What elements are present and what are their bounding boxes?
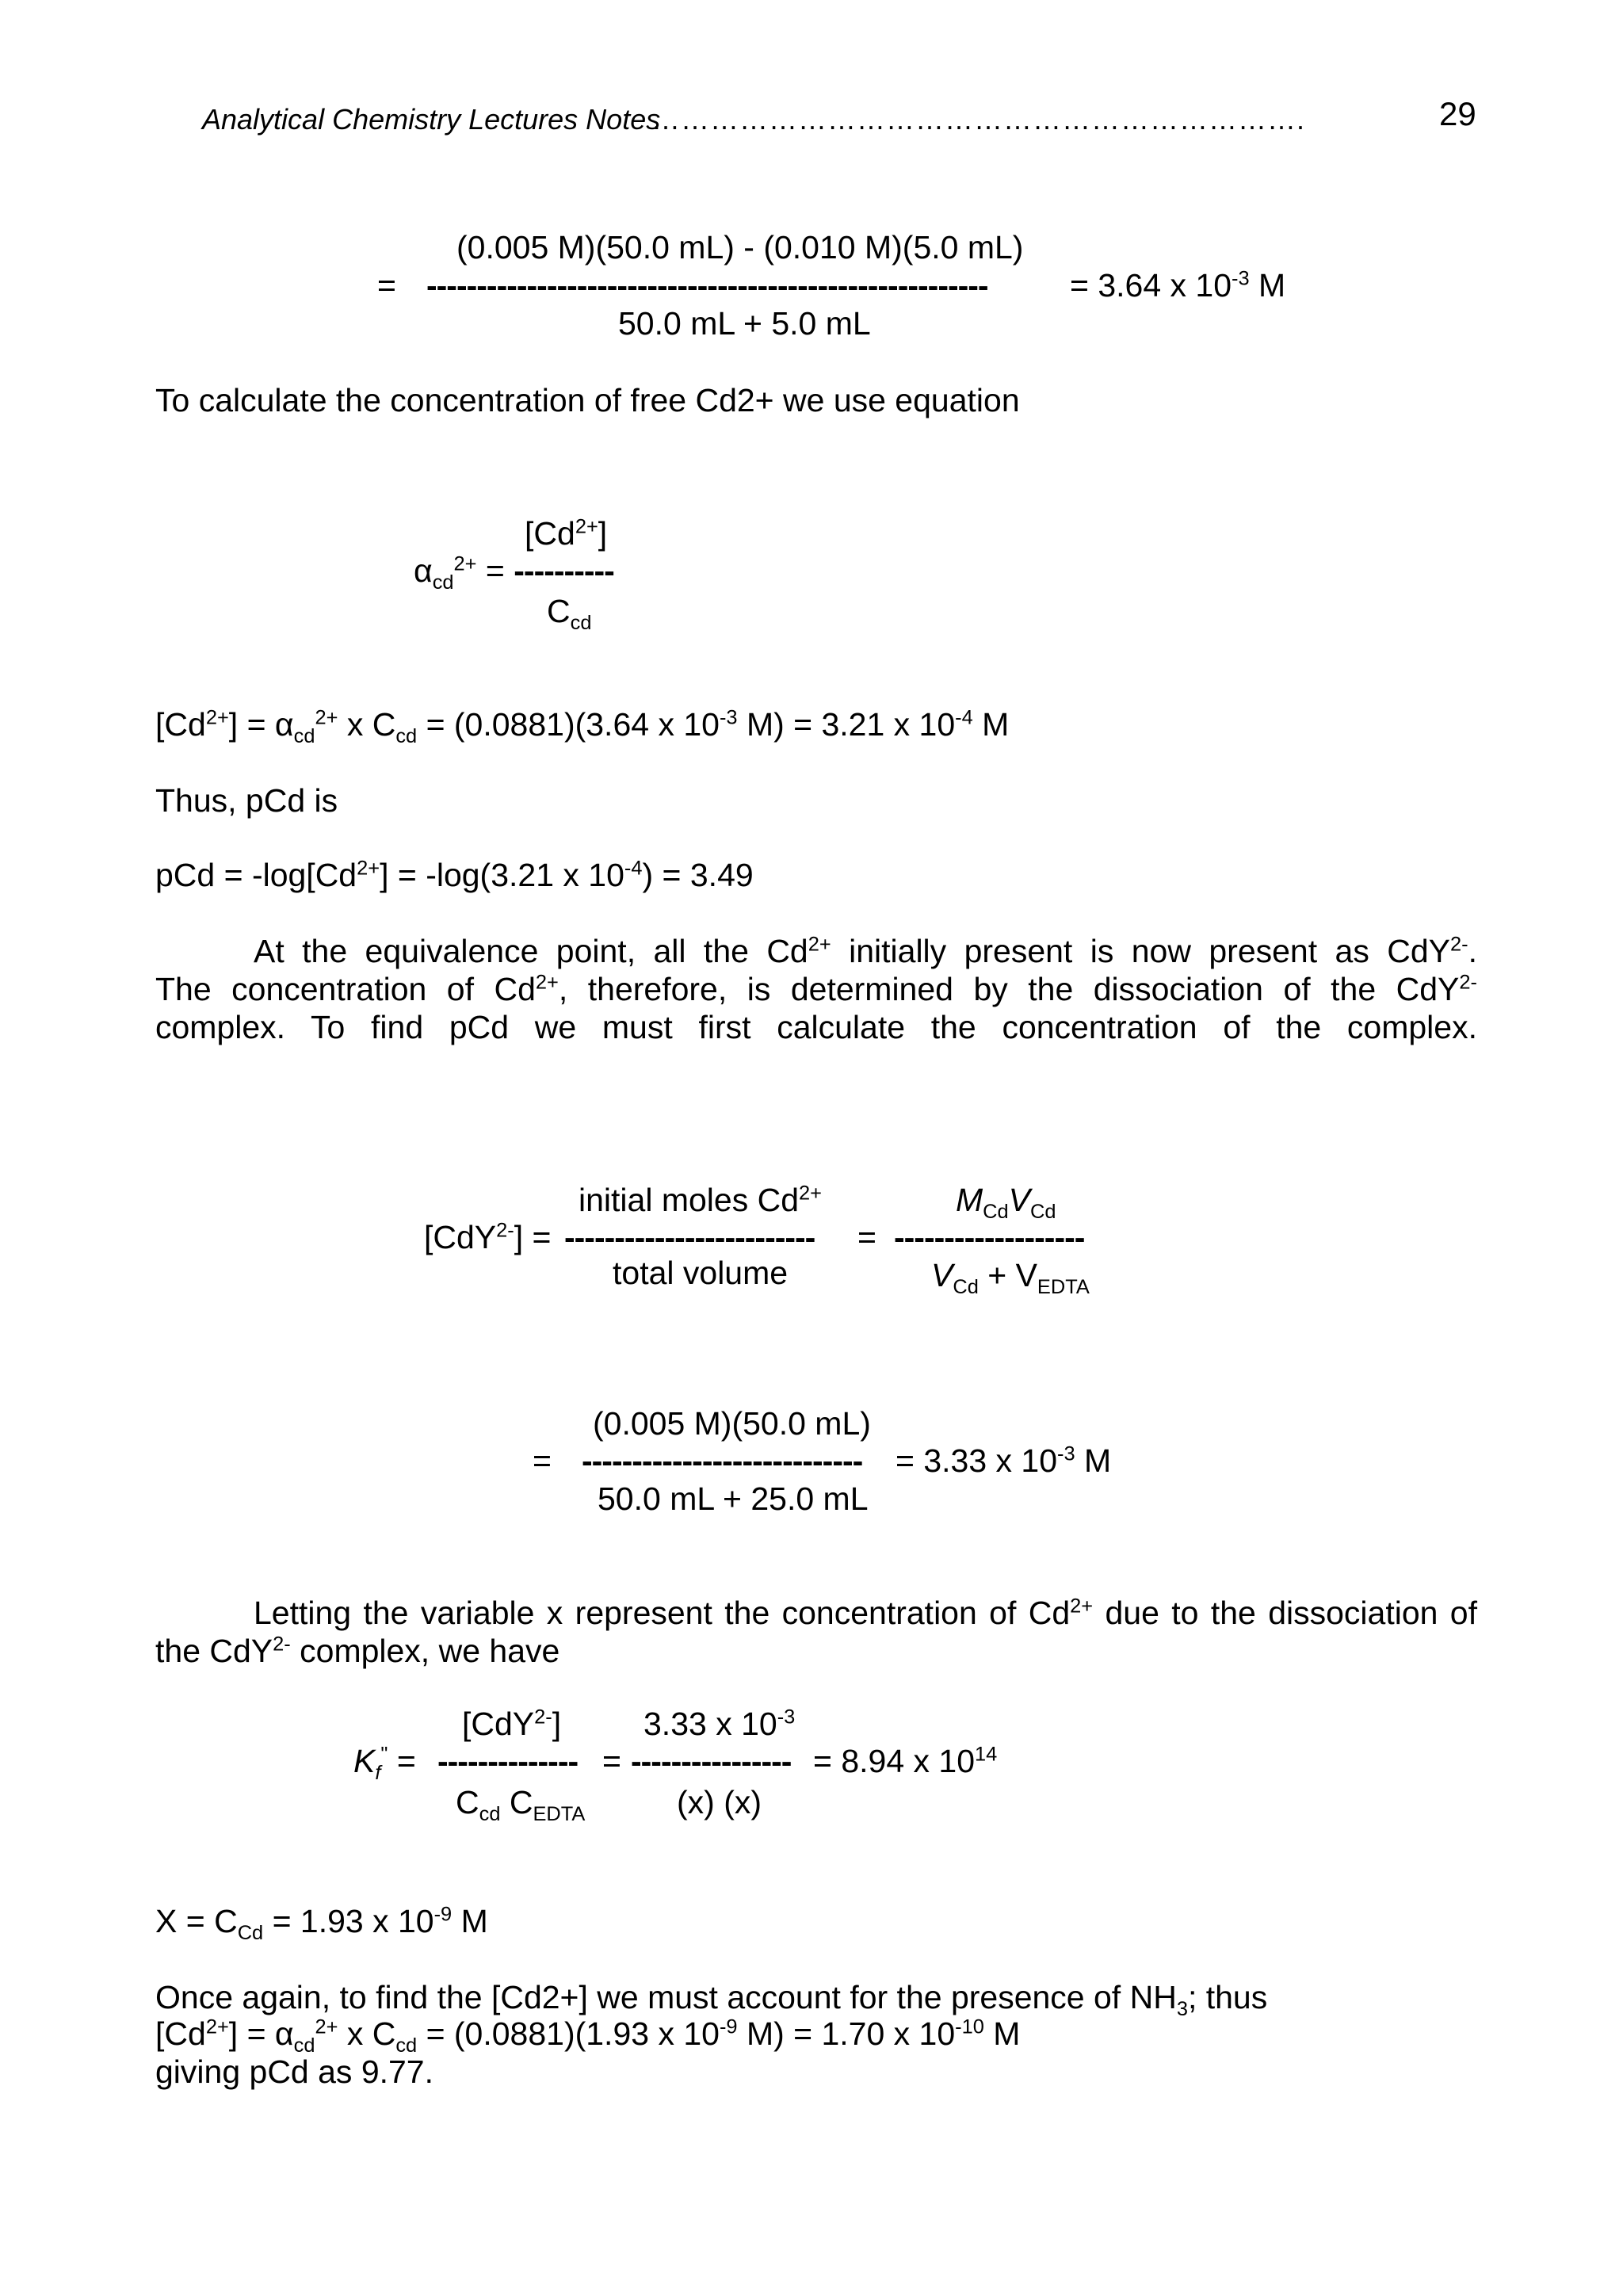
cdy-num1 [579,1181,822,1219]
cdy-num1-sup: 2+ [799,1182,822,1205]
alpha-num-sup: 2+ [575,515,598,538]
pcd-p3: ) = 3.49 [642,857,754,893]
eq1-result-exponent: -3 [1232,267,1250,290]
final-line3: giving pCd as 9.77. [155,2053,434,2090]
alpha-numerator [525,514,607,552]
cd-line-p3: x C [338,706,396,743]
para2-line1 [155,1594,1477,1632]
kf-num1-post: ] [552,1706,562,1742]
pcd-s2: -4 [624,857,643,880]
cdy-den2-sub2: EDTA [1037,1276,1090,1299]
pcd-p2: ] = -log(3.21 x 10 [380,857,624,893]
final-l1-sub: 3 [1176,1998,1188,2021]
final-l2-p2: ] = α [228,2015,294,2052]
kf-den1-s2: EDTA [533,1803,586,1826]
cd-line-s4: -4 [955,706,973,729]
eq1-result-text: = 3.64 x 10 [1070,267,1232,304]
cdy-lhs-sup: 2- [496,1219,514,1242]
para1-l2a: The concentration of Cd [155,971,536,1007]
cd-line-p5: M) = 3.21 x 10 [737,706,956,743]
final-l2-sub1: cd [293,2034,315,2057]
pcd-s1: 2+ [357,857,380,880]
eq3-denominator: 50.0 mL + 25.0 mL [598,1480,869,1517]
kf-num1 [462,1705,561,1743]
cdy-bar1: ------------------------- [564,1219,815,1255]
cd-line-sub2: cd [395,725,418,748]
alpha-denominator [547,592,592,635]
cd-line-s2: 2+ [315,706,338,729]
cdy-lhs [424,1218,551,1256]
final-l2-s4: -10 [955,2015,984,2038]
cdy-num2-sub1: Cd [983,1201,1009,1224]
para2-l1s1: 2+ [1070,1595,1094,1618]
para2-l1b: due to the dissociation of [1093,1595,1477,1631]
cd-line-s3: -3 [719,706,738,729]
alpha-num-post: ] [598,515,608,552]
pcd-line [155,856,754,894]
paragraph-equivalence [155,932,1477,1046]
x-p1: X = C [155,1903,238,1939]
alpha-den-sub: cd [570,612,592,635]
alpha-symbol: α [414,552,433,589]
kf-lhs [353,1742,416,1785]
kf-num2-pre: 3.33 x 10 [643,1706,777,1742]
eq3-result-unit: M [1075,1442,1112,1479]
cdy-num2-V: V [1008,1182,1030,1218]
eq1-numerator: (0.005 M)(50.0 mL) - (0.010 M)(5.0 mL) [456,229,1024,266]
para1-l1c: . [1468,933,1478,969]
cd-concentration-line [155,705,1010,748]
cdy-bar2: ------------------- [894,1219,1085,1255]
text-calculate-line: To calculate the concentration of free Cd2+ we use equation [155,382,1020,418]
kf-k-sub: f [375,1762,381,1785]
alpha-den-c: C [547,593,571,629]
para1-line1 [155,932,1477,970]
kf-bar1: -------------- [437,1743,579,1779]
final-l2-p6: M [983,2015,1021,2052]
alpha-sub: cd [432,571,454,594]
final-l2-s3: -9 [719,2015,738,2038]
eq3-result [896,1442,1111,1480]
cdy-den2-sub1: Cd [953,1276,979,1299]
kf-mid-equals: = [602,1743,621,1779]
alpha-sup: 2+ [453,552,477,575]
final-l2-p3: x C [338,2015,396,2052]
cd-line-p6: M [972,706,1010,743]
eq1-equals: = [377,267,396,304]
kf-result-pre: = 8.94 x 10 [813,1743,976,1779]
para1-l1b: initially present is now present as CdY [831,933,1451,969]
para2-l2s1: 2- [273,1633,291,1656]
cd-line-p4: = (0.0881)(3.64 x 10 [417,706,720,743]
para1-line2 [155,970,1477,1008]
header-dots: …………………………………………………………. [651,103,1306,136]
alpha-num-pre: [Cd [525,515,575,552]
final-l2-s2: 2+ [315,2015,338,2038]
final-l2-p1: [Cd [155,2015,206,2052]
kf-den1-c2: C [500,1784,533,1820]
kf-result [813,1742,997,1780]
alpha-fraction-bar: ---------- [514,552,614,589]
kf-den2: (x) (x) [677,1784,762,1820]
para2-l1a: Letting the variable x represent the concentration of Cd [254,1595,1071,1631]
cdy-equals2: = [857,1219,876,1255]
cd-line-p2: ] = α [228,706,294,743]
alpha-equals: = [485,552,505,589]
para2-l2a: the CdY [155,1633,273,1669]
kf-num1-pre: [CdY [462,1706,535,1742]
cdy-den2-plus: + V [978,1257,1037,1293]
cdy-num2-M: M [956,1182,983,1218]
x-sup: -9 [433,1903,453,1926]
final-l2-s1: 2+ [205,2015,229,2038]
eq1-fraction-bar: -------------------------------------------------------- [426,267,988,304]
final-line1 [155,1978,1268,2021]
kf-den1-c1: C [456,1784,479,1820]
kf-num2-sup: -3 [777,1706,796,1729]
eq3-numerator: (0.005 M)(50.0 mL) [593,1405,871,1442]
final-l1b: ; thus [1187,1979,1268,2015]
cd-line-sub1: cd [293,725,315,748]
x-sub: Cd [237,1922,264,1945]
kf-bar2: ---------------- [631,1743,792,1779]
cdy-lhs-pre: [CdY [424,1219,497,1255]
para1-line3: complex. To find pCd we must first calculate the concentration of the complex. [155,1009,1477,1045]
eq1-result-unit: M [1249,267,1286,304]
eq3-result-text: = 3.33 x 10 [896,1442,1058,1479]
kf-equals: = [388,1743,416,1779]
final-l2-sub2: cd [395,2034,418,2057]
cd-line-s1: 2+ [205,706,229,729]
cdy-den1: total volume [613,1255,789,1291]
cd-line-p1: [Cd [155,706,206,743]
paragraph-letting [155,1594,1477,1670]
para1-l1s2: 2- [1450,933,1468,956]
kf-k-sup: " [380,1743,388,1766]
kf-num1-sup: 2- [534,1706,552,1729]
cdy-den2 [931,1256,1090,1299]
kf-result-sup: 14 [975,1743,998,1766]
para1-l2s2: 2- [1459,971,1477,994]
kf-k: K [353,1743,376,1779]
pcd-p1: pCd = -log[Cd [155,857,357,893]
x-p3: M [452,1903,488,1939]
eq1-denominator: 50.0 mL + 5.0 mL [618,305,871,342]
para1-l2b: , therefore, is determined by the dissociation of the CdY [558,971,1460,1007]
kf-num2 [643,1705,795,1743]
para1-l1a: At the equivalence point, all the Cd [254,933,808,969]
para1-l2s1: 2+ [535,971,559,994]
eq3-equals: = [533,1442,552,1479]
kf-den1-s1: cd [479,1803,501,1826]
eq3-result-exponent: -3 [1057,1442,1075,1465]
final-line2 [155,2015,1021,2057]
x-line [155,1902,488,1945]
cdy-lhs-post: ] = [514,1219,552,1255]
header-title: Analytical Chemistry Lectures Notes [202,103,661,136]
page-number: 29 [1439,95,1476,132]
cdy-num2 [956,1181,1056,1224]
final-l1a: Once again, to find the [Cd2+] we must account for the presence of NH [155,1979,1177,2015]
para2-l2b: complex, we have [290,1633,560,1669]
kf-den1 [456,1783,586,1826]
cdy-num1-text: initial moles Cd [579,1182,799,1218]
para1-l1s1: 2+ [808,933,831,956]
eq3-fraction-bar: ---------------------------- [582,1442,863,1479]
para2-line2 [155,1632,1477,1670]
final-l2-p4: = (0.0881)(1.93 x 10 [417,2015,720,2052]
cdy-den2-V: V [931,1257,953,1293]
alpha-lhs [414,552,614,594]
x-p2: = 1.93 x 10 [263,1903,434,1939]
final-l2-p5: M) = 1.70 x 10 [737,2015,956,2052]
eq1-result [1070,266,1285,304]
text-thus-line: Thus, pCd is [155,782,338,819]
cdy-num2-sub2: Cd [1030,1201,1056,1224]
